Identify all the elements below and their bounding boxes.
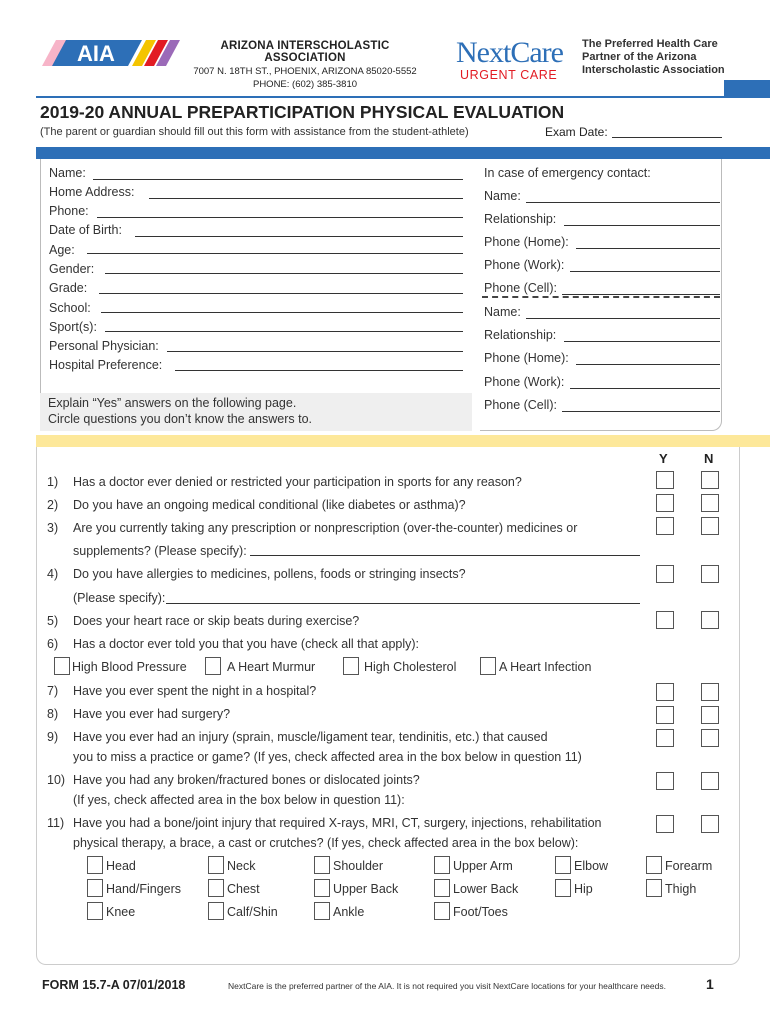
ec1-phone-work-label: Phone (Work): (484, 258, 565, 272)
phone-label: Phone: (49, 204, 89, 218)
form-title: 2019-20 ANNUAL PREPARTICIPATION PHYSICAL EVALUATION (40, 102, 565, 122)
area-label: Hip (574, 882, 593, 896)
ec2-phone-home-label: Phone (Home): (484, 351, 569, 365)
q9-yes-checkbox[interactable] (656, 729, 674, 747)
q6-text: Has a doctor ever told you that you have (check all that apply): (73, 637, 420, 651)
area-elbow-checkbox[interactable] (555, 856, 571, 874)
q6-option-label: High Cholesterol (364, 660, 457, 674)
ec1-relationship-label: Relationship: (484, 212, 557, 226)
q10-text: Have you had any broken/fractured bones or dislocated joints? (73, 773, 420, 787)
school-label: School: (49, 301, 91, 315)
area-knee-checkbox[interactable] (87, 902, 103, 920)
ec2-phone-cell-label: Phone (Cell): (484, 398, 557, 412)
section-bar-info (36, 147, 770, 159)
area-label: Hand/Fingers (106, 882, 182, 896)
age-field[interactable] (87, 253, 463, 254)
partner-text: The Preferred Health Care Partner of the Arizona Interscholastic Association (582, 38, 725, 76)
q7-text: Have you ever spent the night in a hospital? (73, 684, 317, 698)
name-label: Name: (49, 166, 86, 180)
q6-high-cholesterol-checkbox[interactable] (343, 657, 359, 675)
q6-high-blood-pressure-checkbox[interactable] (54, 657, 70, 675)
name-field[interactable] (93, 179, 463, 180)
area-hip-checkbox[interactable] (555, 879, 571, 897)
explain-note-line2: Circle questions you don’t know the answers to. (48, 412, 313, 426)
ec1-name-label: Name: (484, 189, 521, 203)
ec2-phone-work-field[interactable] (570, 388, 720, 389)
area-label: Knee (106, 905, 136, 919)
q5-no-checkbox[interactable] (701, 611, 719, 629)
q4-yes-checkbox[interactable] (656, 565, 674, 583)
age-label: Age: (49, 243, 75, 257)
exam-date-field[interactable] (612, 137, 722, 138)
area-shoulder-checkbox[interactable] (314, 856, 330, 874)
q2-text: Do you have an ongoing medical conditional (like diabetes or asthma)? (73, 498, 466, 512)
form-id: FORM 15.7-A 07/01/2018 (42, 978, 186, 992)
q11-continuation: physical therapy, a brace, a cast or crutches? (If yes, check affected area in the box below): (73, 836, 579, 850)
student-info-section (40, 159, 472, 431)
q11-number: 11) (47, 816, 65, 830)
q1-number: 1) (47, 475, 59, 489)
ec2-relationship-field[interactable] (564, 341, 720, 342)
q11-yes-checkbox[interactable] (656, 815, 674, 833)
org-address: 7007 N. 18TH ST., PHOENIX, ARIZONA 85020-5552 (193, 66, 417, 77)
explain-note-line1: Explain “Yes” answers on the following page. (48, 396, 297, 410)
exam-date-label: Exam Date: (545, 125, 608, 139)
q7-no-checkbox[interactable] (701, 683, 719, 701)
yes-column-header: Y (659, 451, 668, 466)
home-address-field[interactable] (149, 198, 463, 199)
area-label: Forearm (665, 859, 713, 873)
area-thigh-checkbox[interactable] (646, 879, 662, 897)
q3-specify-field[interactable] (250, 555, 640, 556)
q4-specify: (Please specify): (73, 591, 166, 605)
gender-label: Gender: (49, 262, 95, 276)
area-label: Neck (227, 859, 256, 873)
q3-number: 3) (47, 521, 59, 535)
contact-divider (482, 296, 720, 298)
nextcare-logo-bottom: URGENT CARE (460, 68, 558, 82)
footer-note: NextCare is the preferred partner of the AIA. It is not required you visit NextCare locations for your healthcare needs. (228, 981, 666, 991)
area-foot-toes-checkbox[interactable] (434, 902, 450, 920)
q7-yes-checkbox[interactable] (656, 683, 674, 701)
q9-continuation: you to miss a practice or game? (If yes, check affected area in the box below in question 11) (73, 750, 582, 764)
q2-yes-checkbox[interactable] (656, 494, 674, 512)
q9-number: 9) (47, 730, 59, 744)
q1-no-checkbox[interactable] (701, 471, 719, 489)
ec2-name-field[interactable] (526, 318, 720, 319)
q5-yes-checkbox[interactable] (656, 611, 674, 629)
area-hand-fingers-checkbox[interactable] (87, 879, 103, 897)
area-label: Thigh (665, 882, 697, 896)
area-forearm-checkbox[interactable] (646, 856, 662, 874)
q1-text: Has a doctor ever denied or restricted your participation in sports for any reason? (73, 475, 522, 489)
header-accent-bar (724, 80, 770, 96)
q6-heart-infection-checkbox[interactable] (480, 657, 496, 675)
q8-number: 8) (47, 707, 59, 721)
q3-no-checkbox[interactable] (701, 517, 719, 535)
area-label: Shoulder (333, 859, 384, 873)
q4-number: 4) (47, 567, 59, 581)
q3-specify: supplements? (Please specify): (73, 544, 247, 558)
physician-label: Personal Physician: (49, 339, 159, 353)
q10-number: 10) (47, 773, 66, 787)
nextcare-logo (456, 38, 580, 82)
area-label: Calf/Shin (227, 905, 278, 919)
ec1-phone-home-label: Phone (Home): (484, 235, 569, 249)
explain-note (40, 393, 472, 431)
header-divider (36, 96, 770, 98)
page-number: 1 (706, 976, 714, 992)
area-label: Head (106, 859, 136, 873)
area-label: Foot/Toes (453, 905, 508, 919)
q4-text: Do you have allergies to medicines, pollens, foods or stringing insects? (73, 567, 466, 581)
nextcare-logo-top: NextCare (456, 36, 563, 69)
q3-text: Are you currently taking any prescription or nonprescription (over-the-counter) medicines or (73, 521, 578, 535)
home-address-label: Home Address: (49, 185, 135, 199)
q8-yes-checkbox[interactable] (656, 706, 674, 724)
hospital-field[interactable] (175, 370, 463, 371)
ec2-name-label: Name: (484, 305, 521, 319)
area-label: Upper Back (333, 882, 399, 896)
area-label: Ankle (333, 905, 365, 919)
q7-number: 7) (47, 684, 59, 698)
area-calf-shin-checkbox[interactable] (208, 902, 224, 920)
q10-no-checkbox[interactable] (701, 772, 719, 790)
area-label: Lower Back (453, 882, 519, 896)
q9-text: Have you ever had an injury (sprain, muscle/ligament tear, tendinitis, etc.) that caused (73, 730, 548, 744)
dob-field[interactable] (135, 236, 463, 237)
ec1-phone-work-field[interactable] (570, 271, 720, 272)
gender-field[interactable] (105, 273, 463, 274)
area-ankle-checkbox[interactable] (314, 902, 330, 920)
sports-label: Sport(s): (49, 320, 97, 334)
q3-yes-checkbox[interactable] (656, 517, 674, 535)
area-label: Upper Arm (453, 859, 513, 873)
ec1-relationship-field[interactable] (564, 225, 720, 226)
q2-number: 2) (47, 498, 59, 512)
aia-logo-text: AIA (77, 41, 115, 66)
q10-yes-checkbox[interactable] (656, 772, 674, 790)
area-label: Chest (227, 882, 260, 896)
area-neck-checkbox[interactable] (208, 856, 224, 874)
org-phone: PHONE: (602) 385-3810 (252, 79, 358, 90)
q5-text: Does your heart race or skip beats during exercise? (73, 614, 360, 628)
ec2-phone-cell-field[interactable] (562, 411, 720, 412)
q8-no-checkbox[interactable] (701, 706, 719, 724)
no-column-header: N (704, 451, 714, 466)
org-info (190, 40, 420, 90)
aia-logo (42, 36, 192, 66)
ec2-relationship-label: Relationship: (484, 328, 557, 342)
emergency-heading: In case of emergency contact: (484, 166, 651, 180)
q10-continuation: (If yes, check affected area in the box below in question 11): (73, 793, 405, 807)
q6-number: 6) (47, 637, 59, 651)
ec1-phone-cell-field[interactable] (562, 294, 720, 295)
phone-field[interactable] (97, 217, 463, 218)
ec2-phone-work-label: Phone (Work): (484, 375, 565, 389)
q2-no-checkbox[interactable] (701, 494, 719, 512)
ec1-phone-cell-label: Phone (Cell): (484, 281, 557, 295)
grade-field[interactable] (99, 293, 463, 294)
grade-label: Grade: (49, 281, 88, 295)
q6-option-label: A Heart Murmur (227, 660, 316, 674)
physician-field[interactable] (167, 351, 463, 352)
ec2-phone-home-field[interactable] (576, 364, 720, 365)
q5-number: 5) (47, 614, 59, 628)
org-name: ARIZONA INTERSCHOLASTIC ASSOCIATION (220, 40, 390, 64)
q6-option-label: High Blood Pressure (72, 660, 187, 674)
form-subtitle: (The parent or guardian should fill out this form with assistance from the student-athlete) (40, 126, 469, 138)
ec1-name-field[interactable] (526, 202, 720, 203)
q6-heart-murmur-checkbox[interactable] (205, 657, 221, 675)
sports-field[interactable] (105, 331, 463, 332)
q4-specify-field[interactable] (166, 603, 640, 604)
area-chest-checkbox[interactable] (208, 879, 224, 897)
area-label: Elbow (574, 859, 609, 873)
q11-text: Have you had a bone/joint injury that required X-rays, MRI, CT, surgery, injections, rehabilitation (73, 816, 602, 830)
area-upper-arm-checkbox[interactable] (434, 856, 450, 874)
dob-label: Date of Birth: (49, 223, 122, 237)
q6-option-label: A Heart Infection (499, 660, 592, 674)
q1-yes-checkbox[interactable] (656, 471, 674, 489)
q9-no-checkbox[interactable] (701, 729, 719, 747)
q11-no-checkbox[interactable] (701, 815, 719, 833)
area-lower-back-checkbox[interactable] (434, 879, 450, 897)
q8-text: Have you ever had surgery? (73, 707, 231, 721)
ec1-phone-home-field[interactable] (576, 248, 720, 249)
hospital-label: Hospital Preference: (49, 358, 163, 372)
q4-no-checkbox[interactable] (701, 565, 719, 583)
school-field[interactable] (101, 312, 463, 313)
section-bar-questions (36, 435, 770, 447)
area-upper-back-checkbox[interactable] (314, 879, 330, 897)
area-head-checkbox[interactable] (87, 856, 103, 874)
